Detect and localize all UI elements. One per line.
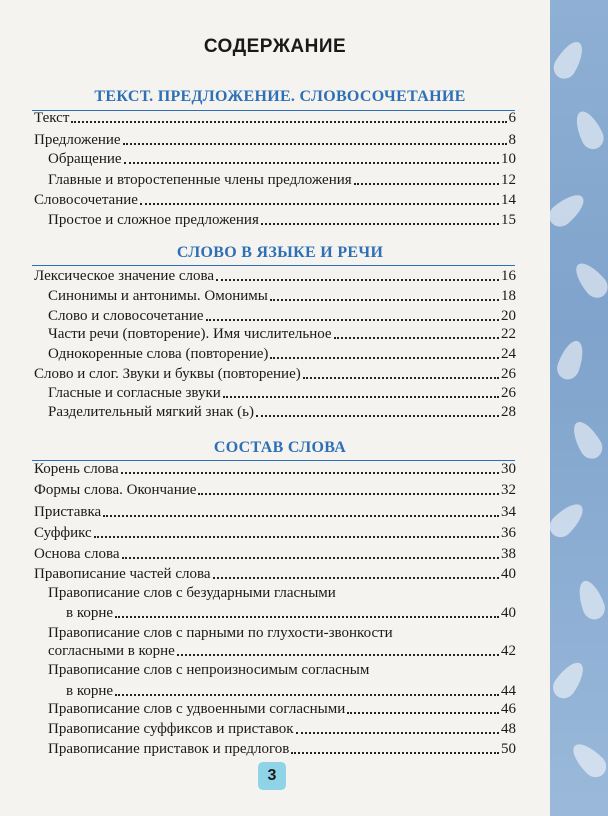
toc-entry[interactable]: согласными в корне 42 bbox=[48, 643, 516, 659]
toc-entry[interactable]: Формы слова. Окончание 32 bbox=[34, 482, 516, 498]
decorative-leaf-band bbox=[550, 0, 608, 816]
page-number-badge: 3 bbox=[258, 762, 286, 790]
toc-entry[interactable]: Главные и второстепенные члены предложения 12 bbox=[48, 172, 516, 188]
leaf-decoration bbox=[571, 107, 608, 153]
toc-entry[interactable]: Обращение 10 bbox=[48, 151, 516, 167]
toc-entry[interactable]: Слово и слог. Звуки и буквы (повторение) 26 bbox=[34, 366, 516, 382]
leaf-decoration bbox=[567, 738, 608, 782]
toc-entry[interactable]: Гласные и согласные звуки 26 bbox=[48, 385, 516, 401]
leaf-decoration bbox=[574, 577, 608, 622]
toc-entry[interactable]: Правописание суффиксов и приставок 48 bbox=[48, 721, 516, 737]
leaf-decoration bbox=[550, 657, 589, 702]
leaf-decoration bbox=[567, 417, 606, 463]
leaf-decoration bbox=[550, 498, 589, 542]
section-title: ТЕКСТ. ПРЕДЛОЖЕНИЕ. СЛОВОСОЧЕТАНИЕ bbox=[94, 88, 466, 105]
toc-entry[interactable]: Текст 6 bbox=[34, 110, 516, 126]
leaf-decoration bbox=[550, 37, 589, 83]
toc-entry[interactable]: Правописание приставок и предлогов 50 bbox=[48, 741, 516, 757]
toc-entry[interactable]: Разделительный мягкий знак (ь) 28 bbox=[48, 404, 516, 420]
toc-entry[interactable]: Суффикс 36 bbox=[34, 525, 516, 541]
toc-entry[interactable]: Простое и сложное предложения 15 bbox=[48, 212, 516, 228]
leaf-decoration bbox=[570, 258, 608, 303]
toc-entry[interactable]: Правописание слов с удвоенными согласными 46 bbox=[48, 701, 516, 717]
toc-entry[interactable]: Предложение 8 bbox=[34, 132, 516, 148]
toc-entry[interactable]: в корне 40 bbox=[66, 605, 516, 621]
toc-entry-line1: Правописание слов с парными по глухости-звонкости bbox=[48, 625, 393, 641]
page-title: СОДЕРЖАНИЕ bbox=[203, 36, 347, 57]
toc-entry[interactable]: Приставка 34 bbox=[34, 504, 516, 520]
leaf-decoration bbox=[554, 337, 588, 382]
toc-entry[interactable]: в корне 44 bbox=[66, 683, 516, 699]
toc-entry[interactable]: Словосочетание 14 bbox=[34, 192, 516, 208]
section-title: СЛОВО В ЯЗЫКЕ И РЕЧИ bbox=[176, 244, 384, 261]
toc-entry[interactable]: Части речи (повторение). Имя числительное 22 bbox=[48, 326, 516, 342]
leaf-decoration bbox=[550, 189, 589, 232]
toc-entry[interactable]: Корень слова 30 bbox=[34, 461, 516, 477]
section-title: СОСТАВ СЛОВА bbox=[213, 439, 347, 456]
toc-entry[interactable]: Синонимы и антонимы. Омонимы 18 bbox=[48, 288, 516, 304]
toc-entry-line1: Правописание слов с непроизносимым согласным bbox=[48, 662, 370, 678]
toc-entry-line1: Правописание слов с безударными гласными bbox=[48, 585, 336, 601]
toc-entry[interactable]: Лексическое значение слова 16 bbox=[34, 268, 516, 284]
toc-entry[interactable]: Основа слова 38 bbox=[34, 546, 516, 562]
toc-entry[interactable]: Слово и словосочетание 20 bbox=[48, 308, 516, 324]
toc-entry[interactable]: Однокоренные слова (повторение) 24 bbox=[48, 346, 516, 362]
toc-entry[interactable]: Правописание частей слова 40 bbox=[34, 566, 516, 582]
